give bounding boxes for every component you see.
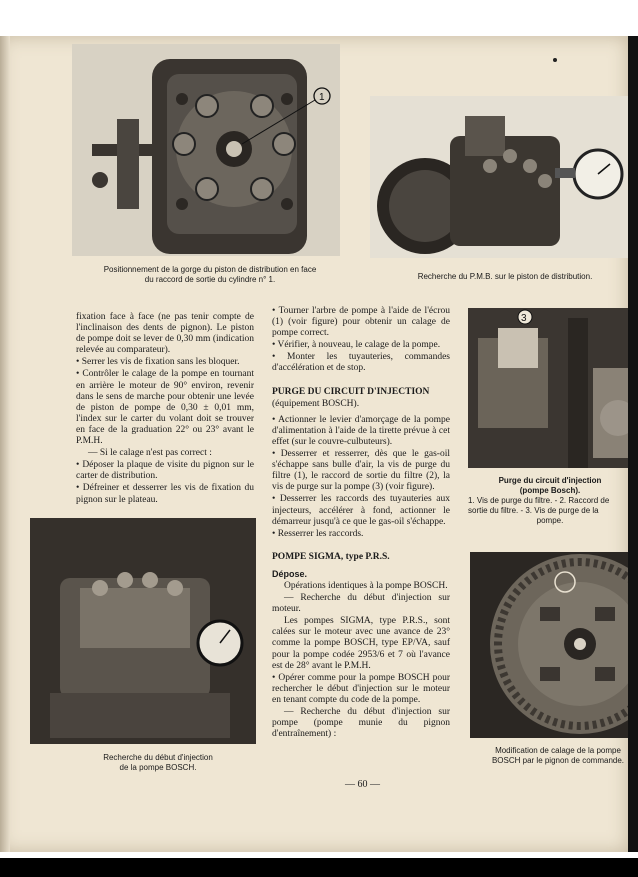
print-mark bbox=[553, 58, 557, 62]
bosch-pump-illustration bbox=[30, 518, 256, 744]
paragraph: • Desserrer et resserrer, dès que le gas-oil s'échappe sans bulle d'air, la vis de purge du filtre (1), le raccord de sortie du filtre (2), la vis de purge sur la pompe (3) (voir figure). bbox=[272, 449, 450, 493]
paragraph: • Déposer la plaque de visite du pignon sur le carter de distribution. bbox=[76, 460, 254, 482]
caption-line: BOSCH par le pignon de commande. bbox=[491, 756, 625, 765]
callout-3: 3 bbox=[521, 313, 527, 324]
paragraph: — Recherche du début d'injection sur pompe (pompe munie du pignon d'entraînement) : bbox=[272, 707, 450, 740]
paragraph: fixation face à face (ne pas tenir compte de l'inclinaison des dents de pignon). Le piston de pompe doit se lever de 0,30 mm (indication relevée au comparateur). bbox=[76, 312, 254, 356]
caption-line: Modification de calage de la pompe bbox=[495, 746, 621, 755]
paragraph: • Vérifier, à nouveau, le calage de la pompe. bbox=[272, 340, 441, 351]
subsection-heading: Dépose. bbox=[272, 568, 308, 579]
pmb-illustration bbox=[370, 96, 628, 258]
paragraph: — Si le calage n'est pas correct : bbox=[88, 448, 212, 459]
figure-3-caption bbox=[88, 753, 228, 773]
caption-line: du raccord de sortie du cylindre n° 1. bbox=[144, 275, 276, 284]
paragraph: • Contrôler le calage de la pompe en tournant en arrière le moteur de 90° environ, revenir dans le sens de marche pour obtenir une levée de piston de pompe de 0,30 ± 0,01 mm, l'index sur le carter du volant doit se trouver en face de la graduation 22° ou 23° avant le P.M.H. bbox=[76, 369, 254, 447]
text-column-1 bbox=[76, 312, 254, 507]
section-heading: POMPE SIGMA, type P.R.S. bbox=[272, 551, 390, 562]
caption-line: pompe. bbox=[536, 516, 564, 525]
figure-2-caption: Recherche du P.M.B. sur le piston de distribution. bbox=[417, 272, 593, 281]
caption-line: Positionnement de la gorge du piston de distribution en face bbox=[103, 265, 317, 274]
paragraph: • Actionner le levier d'amorçage de la pompe d'alimentation à l'aide de la tirette prévue à cet effet (sur le couvre-culbuteurs). bbox=[272, 414, 450, 447]
paragraph: • Resserrer les raccords. bbox=[272, 528, 364, 539]
page-number: — 60 — bbox=[345, 779, 380, 790]
figure-4-caption bbox=[462, 476, 638, 526]
paragraph: • Défreiner et desserrer les vis de fixation du pignon sur le plateau. bbox=[76, 483, 254, 505]
figure-purge-photo bbox=[468, 308, 628, 468]
caption-line: Recherche du début d'injection bbox=[103, 753, 213, 762]
purge-illustration bbox=[468, 308, 628, 468]
paragraph: • Serrer les vis de fixation sans les bloquer. bbox=[76, 357, 240, 368]
paragraph: — Recherche du début d'injection sur moteur. bbox=[272, 593, 450, 615]
pump-head-illustration bbox=[72, 44, 340, 256]
scan-border-bottom bbox=[0, 852, 638, 877]
figure-bosch-injection-photo bbox=[30, 518, 256, 744]
caption-title: Purge du circuit d'injection bbox=[498, 476, 602, 485]
figure-5-caption bbox=[478, 746, 638, 766]
caption-line: 1. Vis de purge du filtre. - 2. Raccord de bbox=[468, 496, 610, 505]
gear-illustration bbox=[470, 552, 628, 738]
scan-border bbox=[628, 36, 638, 852]
section-subheading: (équipement BOSCH). bbox=[272, 398, 360, 409]
paragraph: • Tourner l'arbre de pompe à l'aide de l'écrou (1) (voir figure) pour obtenir un calage de pompe correct. bbox=[272, 306, 450, 339]
callout-1: 1 bbox=[319, 92, 325, 103]
text-column-2 bbox=[272, 306, 450, 741]
figure-pump-head-photo bbox=[72, 44, 340, 256]
caption-line: sortie du filtre. - 3. Vis de purge de la bbox=[468, 506, 599, 515]
figure-gear-photo bbox=[470, 552, 628, 738]
page-edge bbox=[0, 36, 10, 852]
paragraph: • Opérer comme pour la pompe BOSCH pour rechercher le début d'injection sur le moteur en tenant compte du code de la pompe. bbox=[272, 672, 450, 705]
paragraph: Opérations identiques à la pompe BOSCH. bbox=[284, 580, 448, 591]
figure-1-caption bbox=[70, 265, 350, 285]
figure-pmb-photo bbox=[370, 96, 628, 258]
paragraph: • Desserrer les raccords des tuyauteries aux injecteurs, accélérer à fond, actionner le démarreur jusqu'à ce que le gas-oil s'échappe. bbox=[272, 494, 450, 527]
paragraph: • Monter les tuyauteries, commandes d'accélération et de stop. bbox=[272, 352, 450, 374]
section-heading: PURGE DU CIRCUIT D'INJECTION bbox=[272, 386, 430, 397]
paragraph: Les pompes SIGMA, type P.R.S., sont calées sur le moteur avec une avance de 23° comme la pompe BOSCH, type EP/VA, sauf pour la pompe codée 2953/6 et 7 où l'avance est de 28° avant le P.M.H. bbox=[272, 616, 450, 671]
caption-title: (pompe Bosch). bbox=[519, 486, 581, 495]
caption-line: de la pompe BOSCH. bbox=[119, 763, 197, 772]
